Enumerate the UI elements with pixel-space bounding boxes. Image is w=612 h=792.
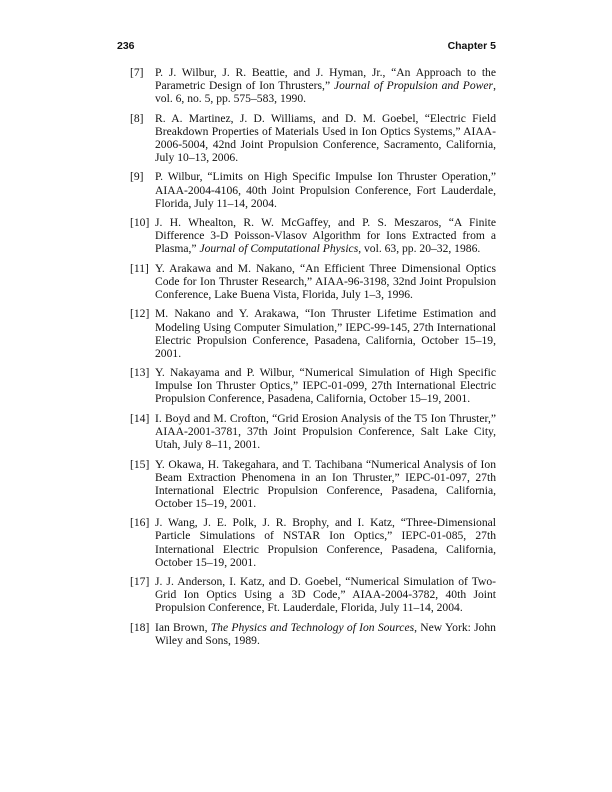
reference-text: M. Nakano and Y. Arakawa, “Ion Thruster Lifetime Estimation and Modeling Using Computer Simulation,” IEPC-99-145, 27th International Electric Propulsion Conference, Pasadena, California, October 15–19, 2001. [155, 307, 496, 360]
reference-list [130, 66, 496, 653]
reference-item [130, 262, 496, 301]
reference-title-italic: Journal of Propulsion and Power [333, 79, 494, 93]
reference-text: , vol. 63, pp. 20–32, 1986. [358, 242, 481, 256]
reference-text: I. Boyd and M. Crofton, “Grid Erosion Analysis of the T5 Ion Thruster,” AIAA-2001-3781, 37th Joint Propulsion Conference, Salt Lake City, Utah, July 8–11, 2001. [155, 411, 496, 452]
reference-text: J. Wang, J. E. Polk, J. R. Brophy, and I. Katz, “Three-Dimensional Particle Simulations of NSTAR Ion Optics,” IEPC-01-085, 27th International Electric Propulsion Conference, Pasadena, California, October 15–19, 2001. [155, 516, 496, 569]
reference-number: [16] [130, 516, 150, 530]
reference-number: [8] [130, 111, 144, 125]
reference-item [130, 575, 496, 614]
reference-number: [17] [130, 575, 150, 589]
reference-number: [12] [130, 307, 150, 321]
reference-number: [15] [130, 457, 150, 471]
reference-item [130, 66, 496, 105]
reference-item [130, 412, 496, 451]
reference-item [130, 366, 496, 405]
reference-number: [14] [130, 411, 150, 425]
reference-text: , vol. 6, no. 5, pp. 575–583, 1990. [155, 79, 496, 106]
reference-number: [18] [130, 620, 150, 634]
reference-text: R. A. Martinez, J. D. Williams, and D. M. Goebel, “Electric Field Breakdown Properties of Materials Used in Ion Optics Systems,” AIAA-2006-5004, 42nd Joint Propulsion Conference, Sacramento, California, July 10–13, 2006. [155, 111, 496, 164]
reference-number: [11] [130, 261, 149, 275]
reference-item [130, 516, 496, 568]
reference-number: [9] [130, 170, 144, 184]
reference-text: Ian Brown, [155, 620, 211, 634]
reference-number: [13] [130, 366, 150, 380]
reference-text: P. Wilbur, “Limits on High Specific Impulse Ion Thruster Operation,” AIAA-2004-4106, 40th Joint Propulsion Conference, Fort Lauderdale, Florida, July 11–14, 2004. [155, 170, 496, 210]
reference-text: J. J. Anderson, I. Katz, and D. Goebel, “Numerical Simulation of Two-Grid Ion Optics Using a 3D Code,” AIAA-2004-3782, 40th Joint Propulsion Conference, Ft. Lauderdale, Florida, July 11–14, 2004. [155, 575, 496, 615]
reference-text: J. H. Whealton, R. W. McGaffey, and P. S. Meszaros, “A Finite Difference 3-D Poisson-Vlasov Algorithm for Ions Extracted from a Plasma,” [155, 216, 496, 256]
reference-title-italic: The Physics and Technology of Ion Sources [210, 620, 415, 634]
page-number: 236 [117, 40, 135, 52]
reference-item [130, 307, 496, 359]
reference-item [130, 216, 496, 255]
reference-title-italic: Journal of Computational Physics [199, 242, 359, 256]
reference-item [130, 621, 496, 647]
reference-item [130, 458, 496, 510]
chapter-label: Chapter 5 [447, 40, 496, 52]
reference-item [130, 112, 496, 164]
reference-text: P. J. Wilbur, J. R. Beattie, and J. Hyman, Jr., “An Approach to the Parametric Design of Ion Thrusters,” [155, 66, 496, 93]
reference-number: [10] [130, 216, 150, 230]
reference-item [130, 170, 496, 209]
reference-text: Y. Okawa, H. Takegahara, and T. Tachibana “Numerical Analysis of Ion Beam Extraction Phenomena in an Ion Thruster,” IEPC-01-097, 27th International Electric Propulsion Conference, Pasadena, California, October 15–19, 2001. [155, 457, 496, 510]
reference-number: [7] [130, 66, 144, 79]
reference-text: Y. Nakayama and P. Wilbur, “Numerical Simulation of High Specific Impulse Ion Thruster Optics,” IEPC-01-099, 27th International Electric Propulsion Conference, Pasadena, California, October 15–19, 2001. [155, 366, 496, 406]
reference-text: Y. Arakawa and M. Nakano, “An Efficient Three Dimensional Optics Code for Ion Thruster Research,” AIAA-96-3198, 32nd Joint Propulsion Conference, Lake Buena Vista, Florida, July 1–3, 1996. [155, 261, 496, 301]
reference-text: , New York: John Wiley and Sons, 1989. [155, 620, 496, 647]
